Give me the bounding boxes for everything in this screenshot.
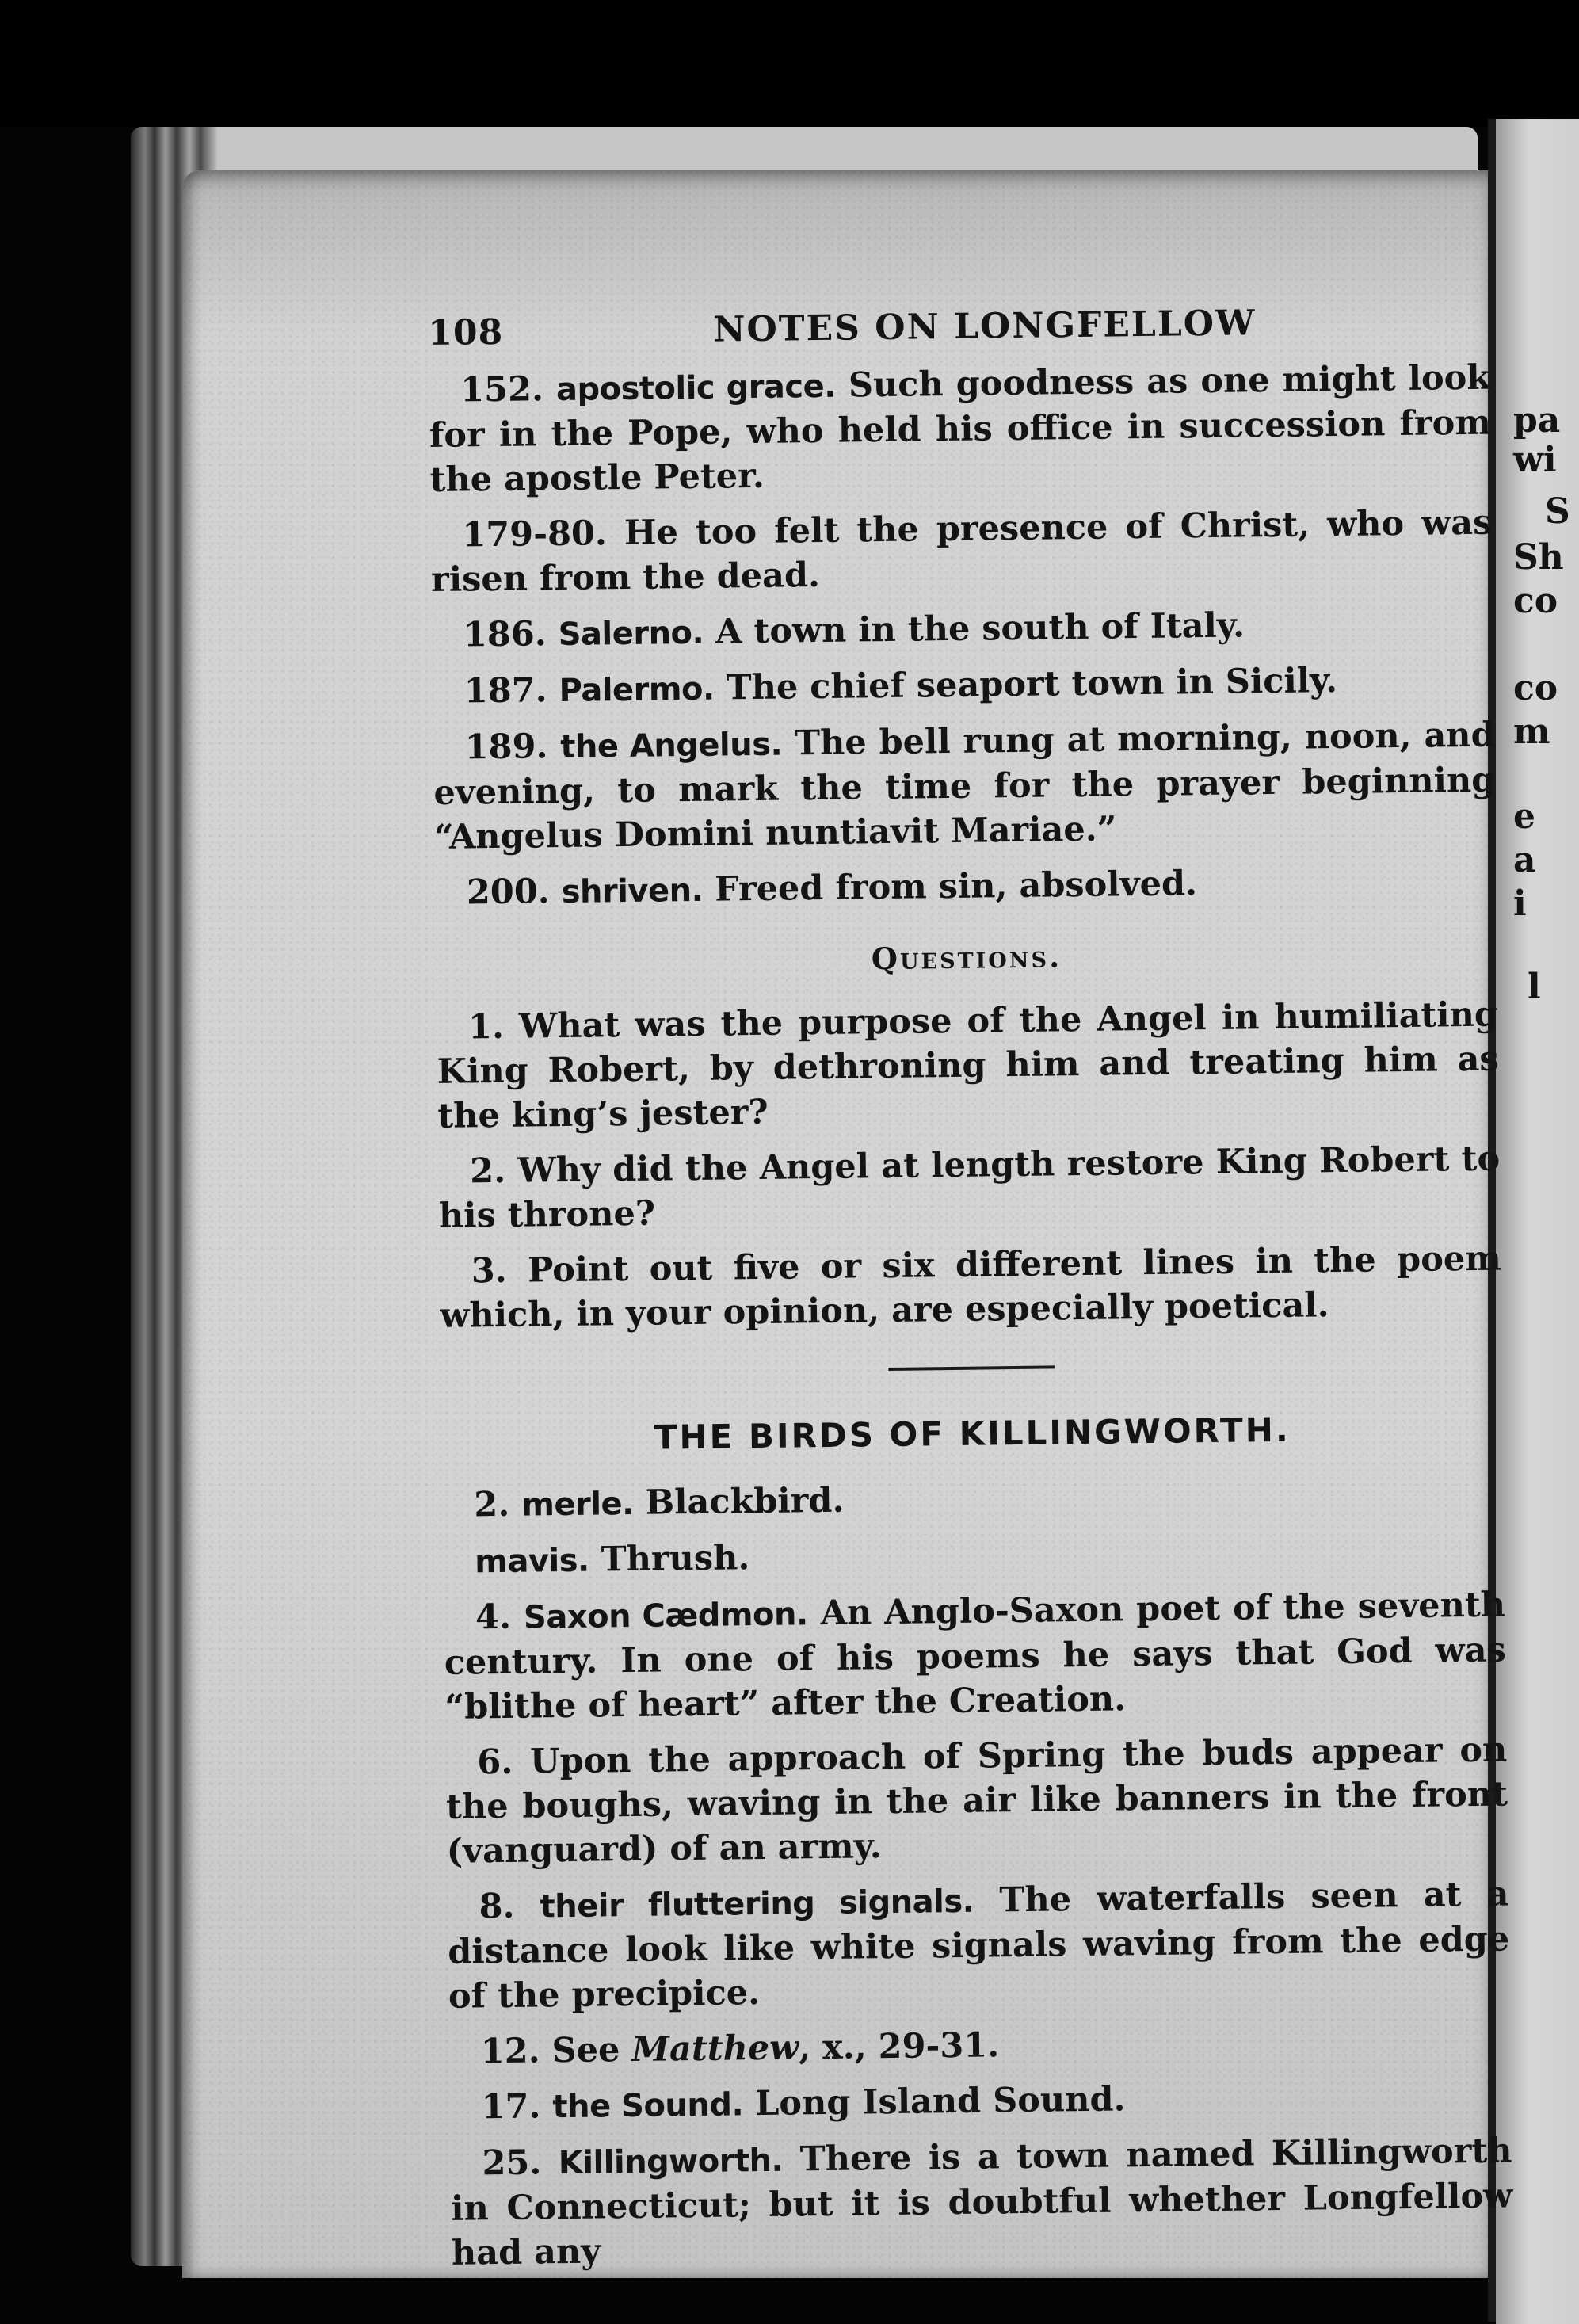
note-entry: 200. shriven. Freed from sin, absolved. (466, 864, 1198, 913)
page-number: 108 (428, 311, 504, 353)
facing-fragment: wi (1513, 440, 1557, 480)
facing-fragment: S (1545, 491, 1570, 532)
note-entry: 4. Saxon Cædmon. An Anglo-Saxon poet of the seventh century. In one of his poems he says that God was “blithe of heart” after the Creation. (444, 1585, 1507, 1727)
questions-list (437, 993, 1502, 1338)
facing-fragment: l (1528, 967, 1541, 1007)
note-entry: 8. their fluttering signals. The waterfalls seen at a distance look like white signals waving from the edge of the precipice. (447, 1874, 1510, 2017)
facing-fragment: m (1513, 712, 1550, 752)
page-text (428, 300, 1513, 2287)
section-divider (888, 1365, 1055, 1371)
question-item: 3. Point out five or six different lines in the poem which, in your opinion, are especially poetical. (440, 1238, 1501, 1336)
note-entry: 187. Palermo. The chief seaport town in Sicily. (463, 661, 1338, 712)
book-reference: Matthew (631, 2028, 799, 2070)
note-entry: 2. merle. Blackbird. (474, 1480, 845, 1525)
running-title: NOTES ON LONGFELLOW (712, 303, 1257, 350)
note-entry: 152. apostolic grace. Such goodness as one might look for in the Pope, who held his office in succession from the apostle Peter. (429, 357, 1492, 500)
facing-fragment: Sh (1513, 537, 1564, 578)
note-entry: mavis. Thrush. (474, 1538, 750, 1581)
notes-section-birds (442, 1471, 1513, 2276)
note-entry: 6. Upon the approach of Spring the buds appear on the boughs, waving in the air like banners in the front (vanguard) of an army. (445, 1730, 1508, 1872)
note-entry: 25. Killingworth. There is a town named Killingworth in Connecticut; but it is doubtful whether Longfellow had any (450, 2131, 1513, 2273)
section-title: THE BIRDS OF KILLINGWORTH. (654, 1410, 1291, 1457)
facing-fragment: a (1513, 840, 1536, 880)
facing-fragment: co (1513, 581, 1558, 621)
notes-section (429, 356, 1497, 916)
scan-background (0, 0, 1579, 127)
note-entry: 17. the Sound. Long Island Sound. (481, 2079, 1126, 2127)
questions-heading: Questions. (871, 938, 1062, 977)
facing-fragment: i (1513, 883, 1527, 924)
facing-fragment: co (1513, 668, 1558, 708)
note-entry: 186. Salerno. A town in the south of Italy. (463, 605, 1245, 655)
facing-fragment: pa (1513, 400, 1561, 441)
note-entry: 12. See Matthew, x., 29-31. (480, 2025, 1000, 2072)
note-entry: 179-80. He too felt the presence of Christ, who was risen from the dead. (430, 502, 1493, 600)
facing-fragment: e (1513, 796, 1535, 837)
question-item: 2. Why did the Angel at length restore King Robert to his throne? (438, 1139, 1501, 1236)
question-item: 1. What was the purpose of the Angel in humiliating King Robert, by dethroning him and treating him as the king’s jester? (437, 994, 1499, 1136)
note-entry: 189. the Angelus. The bell rung at morning, noon, and evening, to mark the time for the prayer beginning “Angelus Domini nuntiavit Mariae.” (433, 715, 1496, 857)
